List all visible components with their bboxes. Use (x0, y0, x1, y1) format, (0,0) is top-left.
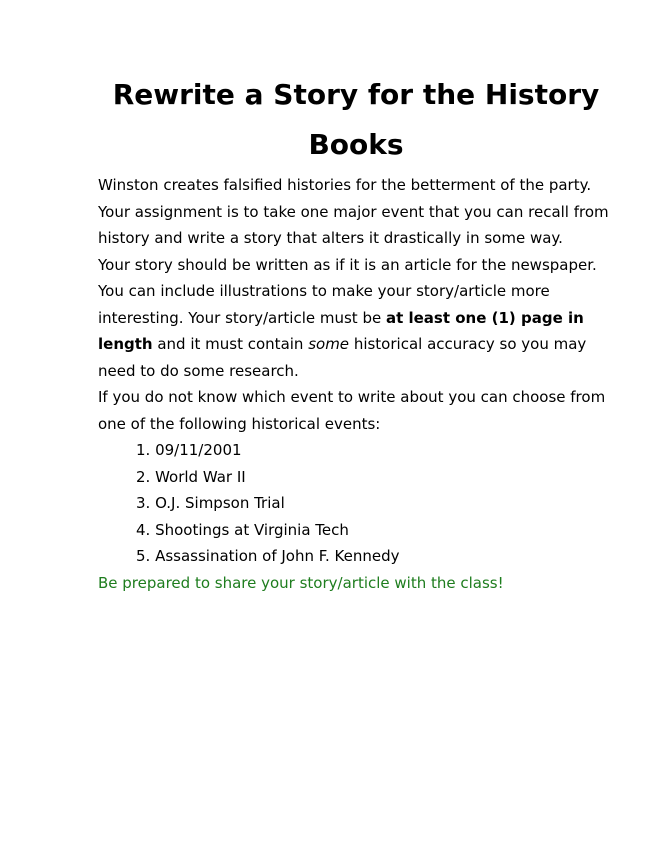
paragraph-text: historical accuracy so you may (349, 335, 587, 353)
paragraph-text: interesting. Your story/article must be (98, 308, 386, 327)
list-item: 1. 09/11/2001 (136, 441, 242, 459)
paragraph-line: If you do not know which event to write about you can choose from (98, 388, 606, 406)
paragraph-line: Your story should be written as if it is an article for the newspaper. (98, 255, 597, 274)
list-item: 5. Assassination of John F. Kennedy (136, 547, 400, 565)
events-list (98, 437, 638, 570)
title-line-1: Rewrite a Story for the History (112, 78, 600, 111)
paragraph-text: and it must contain (152, 335, 309, 353)
list-item: 2. World War II (136, 467, 246, 486)
closing-note: Be prepared to share your story/article with the class! (98, 573, 504, 592)
paragraph-line: You can include illustrations to make your story/article more (98, 282, 550, 300)
paragraph-line (98, 331, 638, 358)
assignment-body (98, 172, 638, 596)
paragraph-line: Your assignment is to take one major event that you can recall from (98, 202, 609, 221)
list-item: 3. O.J. Simpson Trial (136, 494, 285, 512)
emphasis-length-word: length (98, 335, 153, 353)
paragraph-line: one of the following historical events: (98, 414, 381, 433)
emphasis-length-requirement: at least one (1) page in (385, 308, 584, 327)
paragraph-line: history and write a story that alters it drastically in some way. (98, 229, 563, 247)
title-line-2: Books (308, 128, 404, 161)
page-title (60, 70, 652, 170)
paragraph-line (98, 305, 638, 332)
paragraph-line: Winston creates falsified histories for the betterment of the party. (98, 176, 592, 194)
paragraph-line: need to do some research. (98, 361, 299, 380)
emphasis-some: some (308, 335, 350, 353)
list-item: 4. Shootings at Virginia Tech (136, 520, 349, 539)
